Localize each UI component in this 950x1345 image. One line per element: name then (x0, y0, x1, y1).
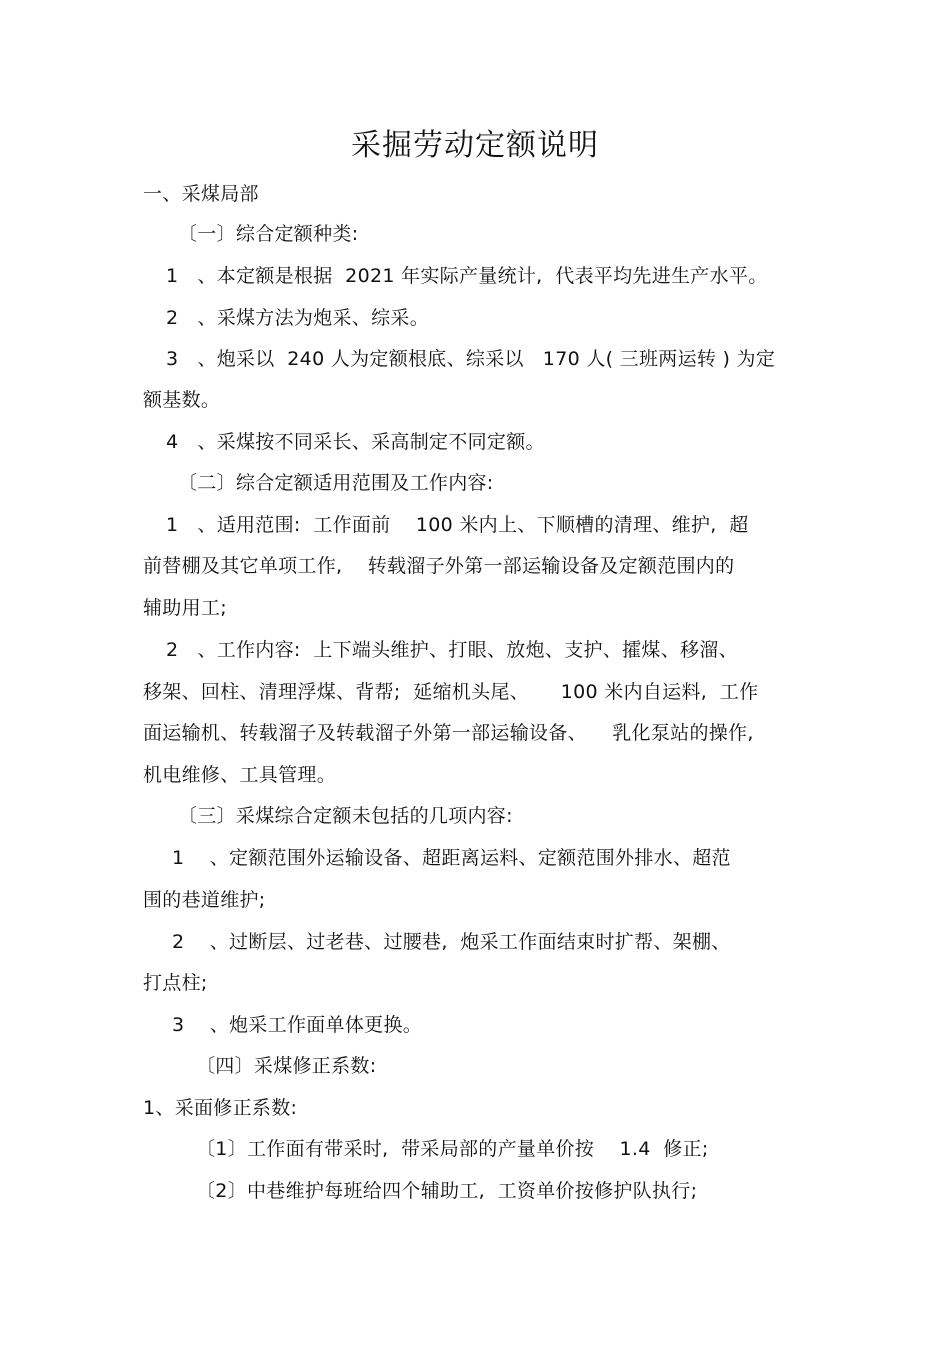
paragraph-line: 移架、回柱、清理浮煤、背帮; 延缩机头尾、 100 米内自运料, 工作 (143, 681, 759, 703)
subsection-heading-4: 〔四〕采煤修正系数: (196, 1055, 377, 1077)
paragraph-line: 2 、过断层、过老巷、过腰巷, 炮采工作面结束时扩帮、架棚、 (172, 931, 731, 953)
paragraph-line: 4 、采煤按不同采长、采高制定不同定额。 (166, 431, 545, 453)
paragraph-line: 机电维修、工具管理。 (143, 764, 337, 786)
subsection-heading-1: 〔一〕综合定额种类: (178, 223, 359, 245)
paragraph-line: 2 、工作内容: 上下端头维护、打眼、放炮、支护、攉煤、移溜、 (166, 639, 738, 661)
paragraph-line: 3 、炮采以 240 人为定额根底、综采以 170 人( 三班两运转 ) 为定 (166, 348, 776, 370)
paragraph-line: 额基数。 (143, 389, 221, 411)
subsection-heading-2: 〔二〕综合定额适用范围及工作内容: (178, 472, 494, 494)
paragraph-line: 前替棚及其它单项工作, 转载溜子外第一部运输设备及定额范围内的 (143, 555, 735, 577)
paragraph-line: 面运输机、转载溜子及转载溜子外第一部运输设备、 乳化泵站的操作, (143, 722, 754, 744)
paragraph-line: 1 、本定额是根据 2021 年实际产量统计, 代表平均先进生产水平。 (166, 265, 768, 287)
document-title: 采掘劳动定额说明 (351, 128, 599, 163)
paragraph-line: 围的巷道维护; (143, 889, 266, 911)
paragraph-line: 打点柱; (143, 972, 208, 994)
paragraph-line: 〔2〕中巷维护每班给四个辅助工, 工资单价按修护队执行; (196, 1180, 698, 1202)
paragraph-line: 3 、炮采工作面单体更换。 (172, 1014, 423, 1036)
subsection-heading-3: 〔三〕采煤综合定额未包括的几项内容: (178, 805, 513, 827)
section-heading-coal-mining: 一、采煤局部 (143, 183, 259, 205)
paragraph-line: 1 、定额范围外运输设备、超距离运料、定额范围外排水、超范 (172, 847, 731, 869)
paragraph-line: 1、采面修正系数: (143, 1097, 298, 1119)
paragraph-line: 〔1〕工作面有带采时, 带采局部的产量单价按 1.4 修正; (196, 1138, 709, 1160)
paragraph-line: 辅助用工; (143, 597, 227, 619)
paragraph-line: 2 、采煤方法为炮采、综采。 (166, 307, 430, 329)
paragraph-line: 1 、适用范围: 工作面前 100 米内上、下顺槽的清理、维护, 超 (166, 514, 749, 536)
